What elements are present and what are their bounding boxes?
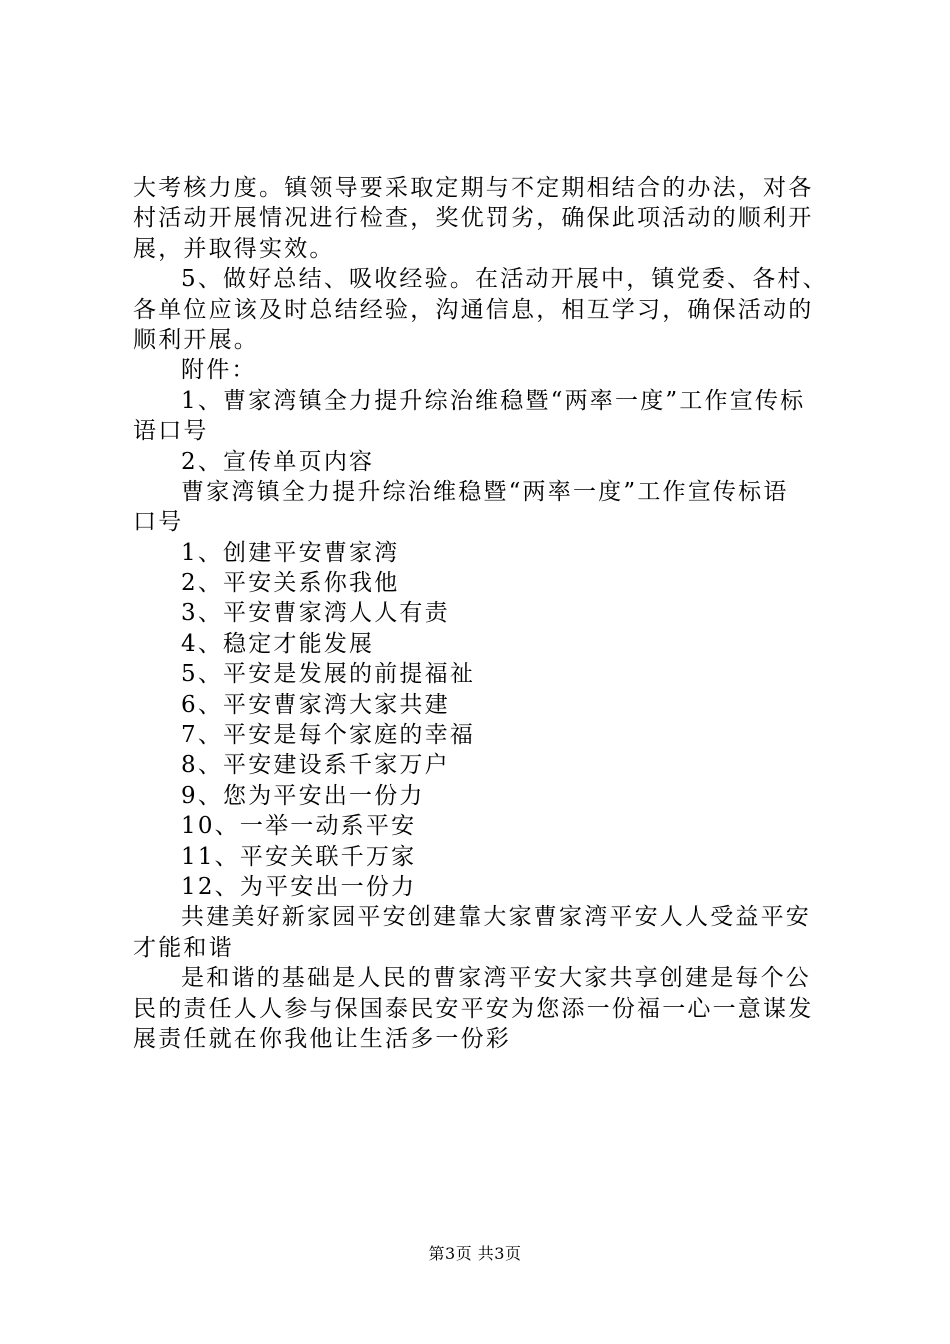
text-line: 语口号 (133, 418, 209, 445)
text-line: 1、曹家湾镇全力提升综治维稳暨“两率一度”工作宣传标 (181, 387, 806, 414)
text-line: 10、一举一动系平安 (181, 813, 417, 840)
text-line: 4、稳定才能发展 (181, 630, 375, 657)
page-footer: 第3页 共3页 (428, 1244, 522, 1263)
text-line: 9、您为平安出一份力 (181, 782, 425, 809)
text-line: 曹家湾镇全力提升综治维稳暨“两率一度”工作宣传标语 (181, 478, 789, 505)
text-line: 共建美好新家园平安创建靠大家曹家湾平安人人受益平安 (181, 904, 811, 931)
text-line: 2、宣传单页内容 (181, 448, 375, 475)
text-line: 各单位应该及时总结经验，沟通信息，相互学习，确保活动的 (133, 296, 814, 323)
text-line: 展，并取得实效。 (133, 235, 335, 262)
text-line: 5、做好总结、吸收经验。在活动开展中，镇党委、各村、 (181, 266, 828, 293)
text-line: 1、创建平安曹家湾 (181, 539, 400, 566)
text-line: 口号 (133, 509, 184, 536)
document-body (133, 173, 830, 1054)
text-line: 顺利开展。 (133, 326, 259, 353)
text-line: 附件： (181, 357, 257, 384)
text-line: 12、为平安出一份力 (181, 873, 417, 900)
text-line: 才能和谐 (133, 934, 234, 961)
text-line: 3、平安曹家湾人人有责 (181, 600, 450, 627)
text-line: 8、平安建设系千家万户 (181, 752, 450, 779)
text-line: 展责任就在你我他让生活多一份彩 (133, 1025, 511, 1052)
text-line: 是和谐的基础是人民的曹家湾平安大家共享创建是每个公 (181, 965, 811, 992)
text-line: 5、平安是发展的前提福祉 (181, 661, 476, 688)
text-line: 民的责任人人参与保国泰民安平安为您添一份福一心一意谋发 (133, 995, 814, 1022)
text-line: 11、平安关联千万家 (181, 843, 417, 870)
text-line: 7、平安是每个家庭的幸福 (181, 722, 476, 749)
text-line: 6、平安曹家湾大家共建 (181, 691, 450, 718)
text-line: 村活动开展情况进行检查，奖优罚劣，确保此项活动的顺利开 (133, 205, 814, 232)
text-line: 2、平安关系你我他 (181, 570, 400, 597)
text-line: 大考核力度。镇领导要采取定期与不定期相结合的办法，对各 (133, 175, 814, 201)
